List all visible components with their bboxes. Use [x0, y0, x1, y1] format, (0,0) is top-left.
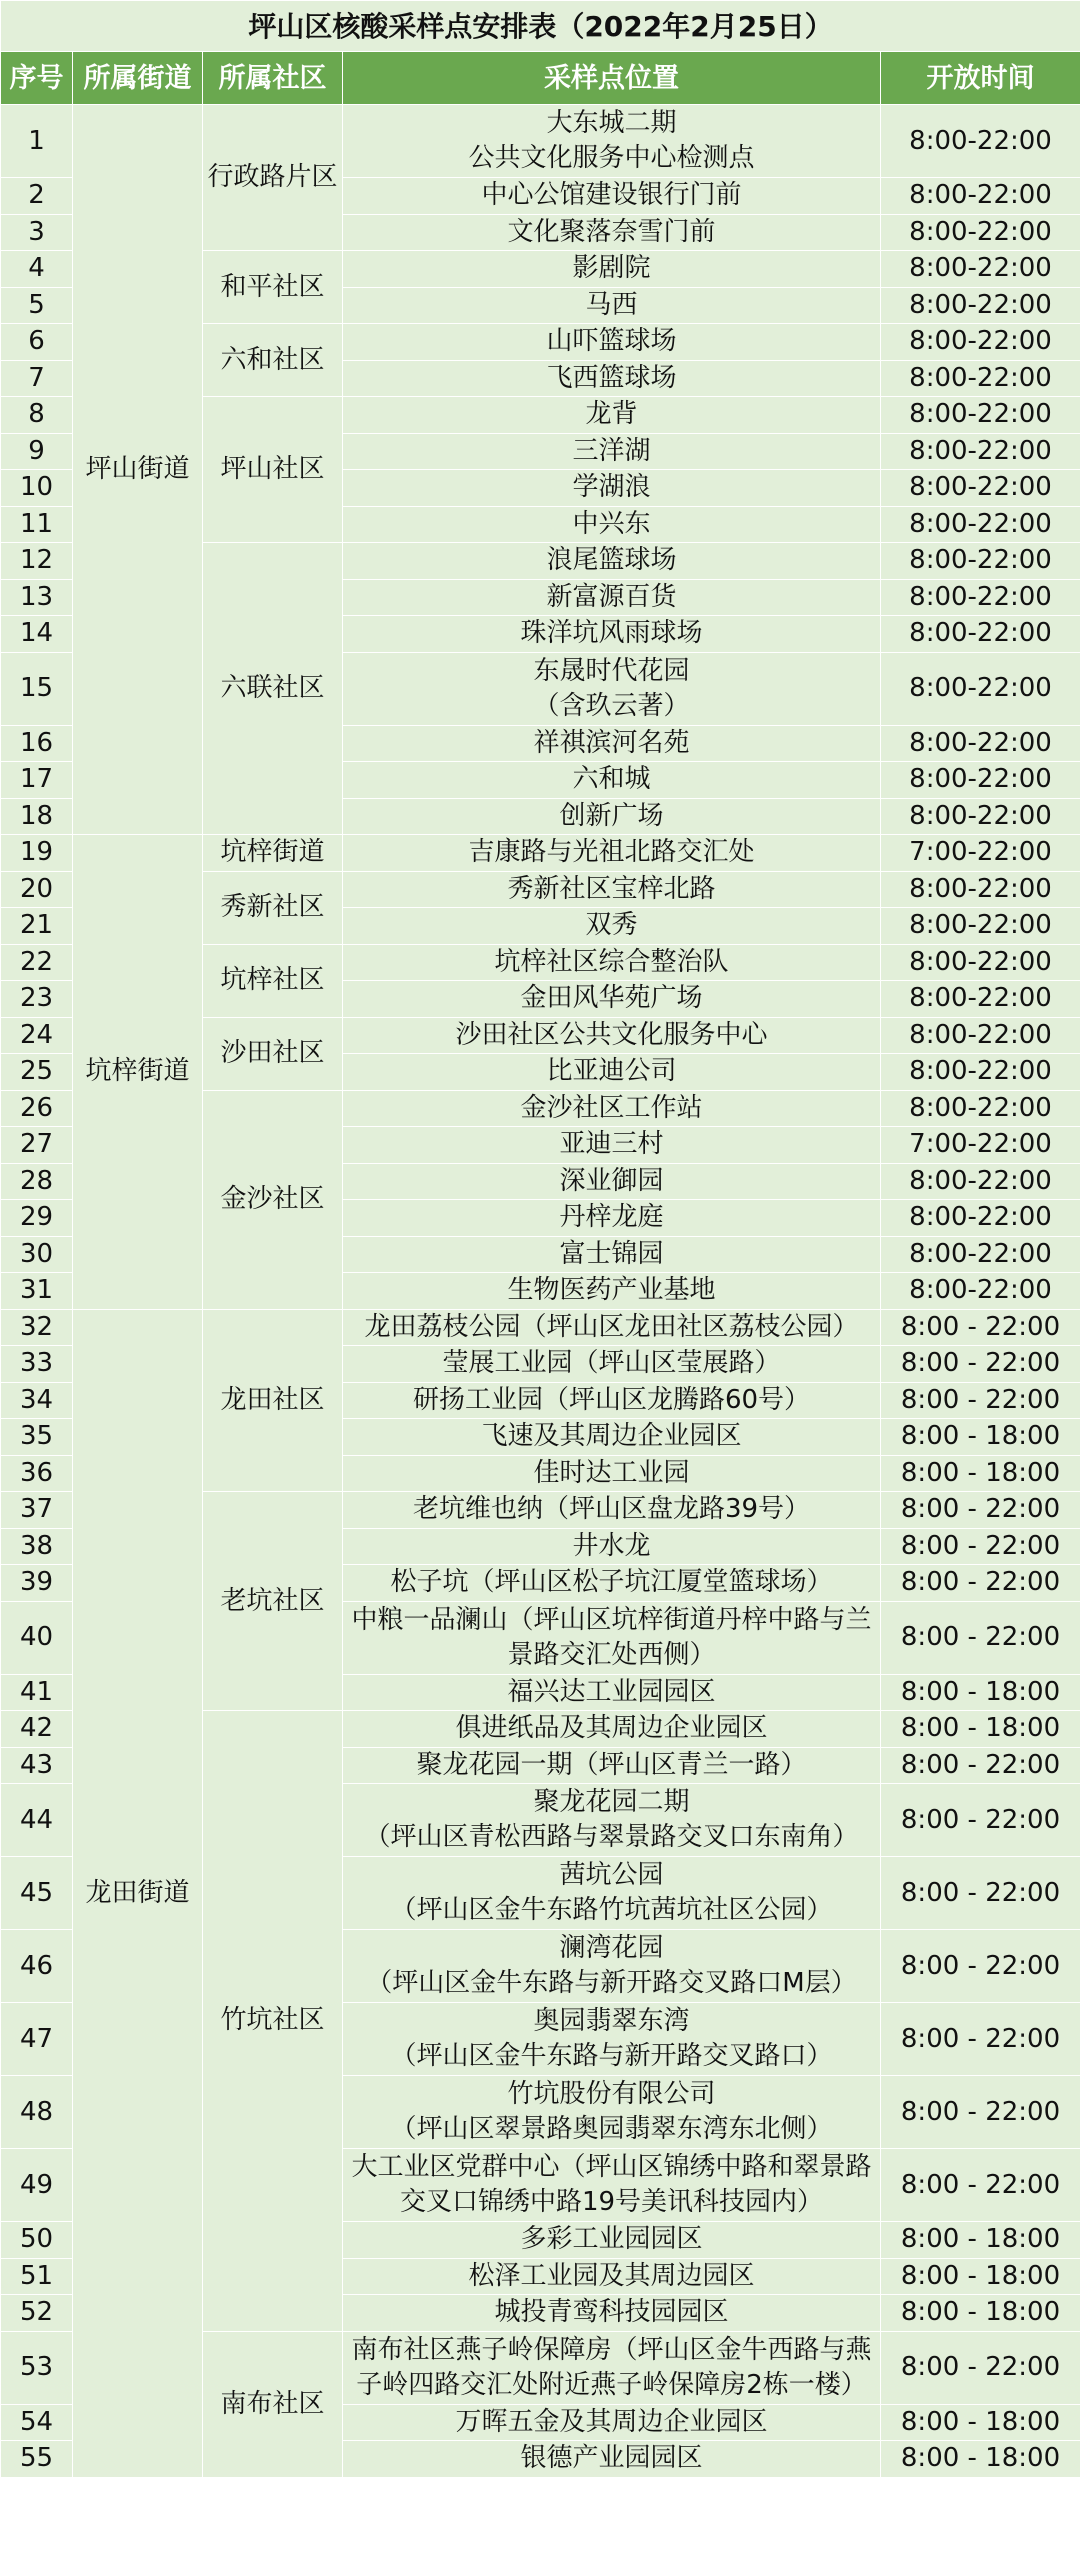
hours-cell: 8:00 - 22:00: [881, 1382, 1080, 1419]
location-cell: 三洋湖: [343, 433, 881, 470]
location-cell: 六和城: [343, 762, 881, 799]
hours-cell: 8:00-22:00: [881, 433, 1080, 470]
location-cell: 珠洋坑风雨球场: [343, 616, 881, 653]
row-index: 11: [1, 506, 73, 543]
row-index: 1: [1, 105, 73, 178]
row-index: 43: [1, 1747, 73, 1784]
location-cell: 中心公馆建设银行门前: [343, 178, 881, 215]
hours-cell: 8:00 - 22:00: [881, 2003, 1080, 2076]
location-cell: 生物医药产业基地: [343, 1273, 881, 1310]
location-cell: 坑梓社区综合整治队: [343, 944, 881, 981]
location-cell: 学湖浪: [343, 470, 881, 507]
row-index: 54: [1, 2404, 73, 2441]
location-cell: 深业御园: [343, 1163, 881, 1200]
community-cell: 老坑社区: [203, 1492, 343, 1711]
row-index: 41: [1, 1674, 73, 1711]
row-index: 52: [1, 2295, 73, 2332]
hours-cell: 8:00 - 22:00: [881, 1601, 1080, 1674]
location-cell: 富士锦园: [343, 1236, 881, 1273]
location-cell: 大东城二期 公共文化服务中心检测点: [343, 105, 881, 178]
hours-cell: 8:00-22:00: [881, 908, 1080, 945]
row-index: 26: [1, 1090, 73, 1127]
hours-cell: 8:00-22:00: [881, 1090, 1080, 1127]
row-index: 28: [1, 1163, 73, 1200]
hours-cell: 8:00-22:00: [881, 616, 1080, 653]
row-index: 23: [1, 981, 73, 1018]
row-index: 14: [1, 616, 73, 653]
hours-cell: 8:00-22:00: [881, 1273, 1080, 1310]
location-cell: 聚龙花园二期 （坪山区青松西路与翠景路交叉口东南角）: [343, 1784, 881, 1857]
row-index: 47: [1, 2003, 73, 2076]
row-index: 39: [1, 1565, 73, 1602]
row-index: 5: [1, 287, 73, 324]
community-cell: 坑梓社区: [203, 944, 343, 1017]
hours-cell: 8:00-22:00: [881, 214, 1080, 251]
community-cell: 六和社区: [203, 324, 343, 397]
header-community: 所属社区: [203, 52, 343, 105]
hours-cell: 8:00 - 18:00: [881, 2222, 1080, 2259]
community-cell: 龙田社区: [203, 1309, 343, 1492]
location-cell: 龙田荔枝公园（坪山区龙田社区荔枝公园）: [343, 1309, 881, 1346]
location-cell: 祥祺滨河名苑: [343, 725, 881, 762]
row-index: 51: [1, 2258, 73, 2295]
hours-cell: 8:00 - 22:00: [881, 1857, 1080, 1930]
hours-cell: 8:00-22:00: [881, 652, 1080, 725]
row-index: 18: [1, 798, 73, 835]
location-cell: 创新广场: [343, 798, 881, 835]
location-cell: 佳时达工业园: [343, 1455, 881, 1492]
row-index: 15: [1, 652, 73, 725]
hours-cell: 8:00 - 22:00: [881, 2076, 1080, 2149]
location-cell: 双秀: [343, 908, 881, 945]
community-cell: 秀新社区: [203, 871, 343, 944]
hours-cell: 8:00-22:00: [881, 470, 1080, 507]
community-cell: 金沙社区: [203, 1090, 343, 1309]
hours-cell: 8:00-22:00: [881, 1054, 1080, 1091]
location-cell: 聚龙花园一期（坪山区青兰一路）: [343, 1747, 881, 1784]
location-cell: 茜坑公园 （坪山区金牛东路竹坑茜坑社区公园）: [343, 1857, 881, 1930]
hours-cell: 8:00 - 18:00: [881, 2258, 1080, 2295]
location-cell: 沙田社区公共文化服务中心: [343, 1017, 881, 1054]
street-cell: 坑梓街道: [73, 835, 203, 1310]
hours-cell: 8:00-22:00: [881, 944, 1080, 981]
hours-cell: 8:00 - 18:00: [881, 1674, 1080, 1711]
street-cell: 坪山街道: [73, 105, 203, 835]
header-location: 采样点位置: [343, 52, 881, 105]
hours-cell: 8:00-22:00: [881, 324, 1080, 361]
location-cell: 秀新社区宝梓北路: [343, 871, 881, 908]
row-index: 12: [1, 543, 73, 580]
row-index: 9: [1, 433, 73, 470]
hours-cell: 8:00-22:00: [881, 762, 1080, 799]
community-cell: 行政路片区: [203, 105, 343, 251]
location-cell: 俱进纸品及其周边企业园区: [343, 1711, 881, 1748]
page-title: 坪山区核酸采样点安排表（2022年2月25日）: [1, 1, 1080, 52]
row-index: 8: [1, 397, 73, 434]
row-index: 50: [1, 2222, 73, 2259]
hours-cell: 8:00-22:00: [881, 579, 1080, 616]
row-index: 7: [1, 360, 73, 397]
row-index: 19: [1, 835, 73, 872]
location-cell: 影剧院: [343, 251, 881, 288]
location-cell: 飞速及其周边企业园区: [343, 1419, 881, 1456]
row-index: 3: [1, 214, 73, 251]
hours-cell: 8:00 - 22:00: [881, 1528, 1080, 1565]
location-cell: 大工业区党群中心（坪山区锦绣中路和翠景路 交叉口锦绣中路19号美讯科技园内）: [343, 2149, 881, 2222]
hours-cell: 8:00-22:00: [881, 287, 1080, 324]
hours-cell: 7:00-22:00: [881, 1127, 1080, 1164]
row-index: 46: [1, 1930, 73, 2003]
location-cell: 龙背: [343, 397, 881, 434]
header-hours: 开放时间: [881, 52, 1080, 105]
hours-cell: 8:00-22:00: [881, 1200, 1080, 1237]
row-index: 31: [1, 1273, 73, 1310]
hours-cell: 8:00-22:00: [881, 105, 1080, 178]
hours-cell: 8:00-22:00: [881, 871, 1080, 908]
row-index: 36: [1, 1455, 73, 1492]
table-row: [1, 105, 1080, 178]
row-index: 37: [1, 1492, 73, 1529]
table-row: [1, 1309, 1080, 1346]
location-cell: 马西: [343, 287, 881, 324]
row-index: 24: [1, 1017, 73, 1054]
hours-cell: 8:00-22:00: [881, 251, 1080, 288]
community-cell: 坑梓街道: [203, 835, 343, 872]
hours-cell: 8:00 - 22:00: [881, 1309, 1080, 1346]
row-index: 20: [1, 871, 73, 908]
location-cell: 奥园翡翠东湾 （坪山区金牛东路与新开路交叉路口）: [343, 2003, 881, 2076]
location-cell: 松子坑（坪山区松子坑江厦堂篮球场）: [343, 1565, 881, 1602]
header-row: [1, 52, 1080, 105]
table-row: [1, 835, 1080, 872]
hours-cell: 8:00-22:00: [881, 1236, 1080, 1273]
location-cell: 亚迪三村: [343, 1127, 881, 1164]
row-index: 40: [1, 1601, 73, 1674]
hours-cell: 8:00-22:00: [881, 397, 1080, 434]
location-cell: 中兴东: [343, 506, 881, 543]
hours-cell: 8:00-22:00: [881, 1017, 1080, 1054]
location-cell: 文化聚落奈雪门前: [343, 214, 881, 251]
community-cell: 竹坑社区: [203, 1711, 343, 2332]
location-cell: 金田风华苑广场: [343, 981, 881, 1018]
hours-cell: 7:00-22:00: [881, 835, 1080, 872]
hours-cell: 8:00-22:00: [881, 1163, 1080, 1200]
location-cell: 比亚迪公司: [343, 1054, 881, 1091]
row-index: 32: [1, 1309, 73, 1346]
hours-cell: 8:00-22:00: [881, 798, 1080, 835]
hours-cell: 8:00 - 18:00: [881, 1455, 1080, 1492]
hours-cell: 8:00 - 22:00: [881, 2149, 1080, 2222]
header-street: 所属街道: [73, 52, 203, 105]
location-cell: 飞西篮球场: [343, 360, 881, 397]
row-index: 16: [1, 725, 73, 762]
row-index: 17: [1, 762, 73, 799]
location-cell: 南布社区燕子岭保障房（坪山区金牛西路与燕 子岭四路交汇处附近燕子岭保障房2栋一楼）: [343, 2331, 881, 2404]
row-index: 49: [1, 2149, 73, 2222]
row-index: 38: [1, 1528, 73, 1565]
hours-cell: 8:00 - 22:00: [881, 1346, 1080, 1383]
location-cell: 山吓篮球场: [343, 324, 881, 361]
row-index: 10: [1, 470, 73, 507]
row-index: 45: [1, 1857, 73, 1930]
community-cell: 沙田社区: [203, 1017, 343, 1090]
location-cell: 新富源百货: [343, 579, 881, 616]
hours-cell: 8:00 - 18:00: [881, 1419, 1080, 1456]
row-index: 22: [1, 944, 73, 981]
row-index: 27: [1, 1127, 73, 1164]
row-index: 55: [1, 2441, 73, 2478]
location-cell: 东晟时代花园 （含玖云著）: [343, 652, 881, 725]
hours-cell: 8:00 - 22:00: [881, 1565, 1080, 1602]
header-index: 序号: [1, 52, 73, 105]
location-cell: 吉康路与光祖北路交汇处: [343, 835, 881, 872]
hours-cell: 8:00-22:00: [881, 506, 1080, 543]
location-cell: 银德产业园园区: [343, 2441, 881, 2478]
hours-cell: 8:00-22:00: [881, 725, 1080, 762]
community-cell: 坪山社区: [203, 397, 343, 543]
location-cell: 金沙社区工作站: [343, 1090, 881, 1127]
row-index: 6: [1, 324, 73, 361]
location-cell: 井水龙: [343, 1528, 881, 1565]
row-index: 21: [1, 908, 73, 945]
row-index: 34: [1, 1382, 73, 1419]
location-cell: 竹坑股份有限公司 （坪山区翠景路奥园翡翠东湾东北侧）: [343, 2076, 881, 2149]
row-index: 48: [1, 2076, 73, 2149]
table-body: [1, 105, 1080, 2478]
hours-cell: 8:00 - 22:00: [881, 1492, 1080, 1529]
hours-cell: 8:00 - 18:00: [881, 1711, 1080, 1748]
location-cell: 老坑维也纳（坪山区盘龙路39号）: [343, 1492, 881, 1529]
location-cell: 莹展工业园（坪山区莹展路）: [343, 1346, 881, 1383]
location-cell: 多彩工业园园区: [343, 2222, 881, 2259]
location-cell: 澜湾花园 （坪山区金牛东路与新开路交叉路口M层）: [343, 1930, 881, 2003]
row-index: 35: [1, 1419, 73, 1456]
street-cell: 龙田街道: [73, 1309, 203, 2477]
location-cell: 浪尾篮球场: [343, 543, 881, 580]
hours-cell: 8:00 - 22:00: [881, 1930, 1080, 2003]
row-index: 44: [1, 1784, 73, 1857]
row-index: 53: [1, 2331, 73, 2404]
hours-cell: 8:00-22:00: [881, 981, 1080, 1018]
location-cell: 城投青鸾科技园园区: [343, 2295, 881, 2332]
location-cell: 中粮一品澜山（坪山区坑梓街道丹梓中路与兰 景路交汇处西侧）: [343, 1601, 881, 1674]
hours-cell: 8:00-22:00: [881, 360, 1080, 397]
hours-cell: 8:00 - 18:00: [881, 2441, 1080, 2478]
location-cell: 松泽工业园及其周边园区: [343, 2258, 881, 2295]
hours-cell: 8:00 - 18:00: [881, 2295, 1080, 2332]
location-cell: 丹梓龙庭: [343, 1200, 881, 1237]
hours-cell: 8:00-22:00: [881, 178, 1080, 215]
hours-cell: 8:00 - 18:00: [881, 2404, 1080, 2441]
row-index: 33: [1, 1346, 73, 1383]
hours-cell: 8:00 - 22:00: [881, 1747, 1080, 1784]
row-index: 2: [1, 178, 73, 215]
row-index: 25: [1, 1054, 73, 1091]
hours-cell: 8:00 - 22:00: [881, 2331, 1080, 2404]
community-cell: 南布社区: [203, 2331, 343, 2477]
row-index: 4: [1, 251, 73, 288]
row-index: 29: [1, 1200, 73, 1237]
hours-cell: 8:00-22:00: [881, 543, 1080, 580]
community-cell: 和平社区: [203, 251, 343, 324]
hours-cell: 8:00 - 22:00: [881, 1784, 1080, 1857]
row-index: 42: [1, 1711, 73, 1748]
row-index: 30: [1, 1236, 73, 1273]
row-index: 13: [1, 579, 73, 616]
location-cell: 福兴达工业园园区: [343, 1674, 881, 1711]
location-cell: 万晖五金及其周边企业园区: [343, 2404, 881, 2441]
community-cell: 六联社区: [203, 543, 343, 835]
location-cell: 研扬工业园（坪山区龙腾路60号）: [343, 1382, 881, 1419]
